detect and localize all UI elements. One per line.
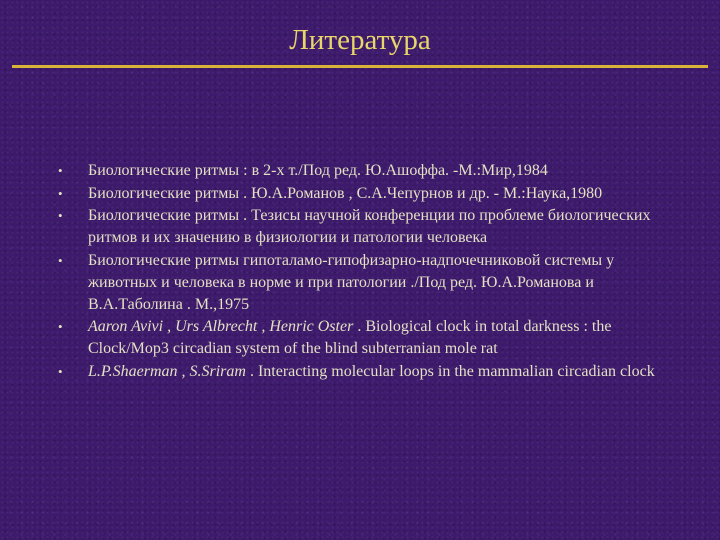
reference-item	[58, 361, 658, 383]
bullet-icon: •	[58, 319, 63, 334]
reference-text: Биологические ритмы : в 2-х т./Под ред. Ю.Ашоффа. -М.:Мир,1984	[88, 162, 548, 179]
reference-text: . Biological clock in total darkness : the Clock/Mop3 circadian system of the blind subterranian mole rat	[88, 318, 612, 357]
reference-item	[58, 183, 658, 205]
reference-list	[58, 160, 658, 383]
reference-item	[58, 250, 658, 316]
reference-text: Биологические ритмы . Тезисы научной конференции по проблеме биологических ритмов и их значению в физиологии и патологии человека	[88, 207, 651, 246]
bullet-icon: •	[58, 208, 63, 223]
reference-text: . Interacting molecular loops in the mammalian circadian clock	[245, 362, 655, 380]
reference-item	[58, 205, 658, 249]
slide-title: Литература	[289, 24, 431, 56]
reference-text: Биологические ритмы гипоталамо-гипофизарно-надпочечниковой системы у животных и человека в норме и при патологии ./Под ред. Ю.А.Романова и В.А.Таболина . М.,1975	[88, 251, 615, 313]
reference-authors: L.P.Shaerman , S.Sriram	[88, 362, 246, 380]
reference-item	[58, 316, 658, 360]
title-divider	[12, 65, 708, 68]
reference-text: Биологические ритмы . Ю.А.Романов , С.А.Чепурнов и др. - М.:Наука,1980	[88, 184, 603, 202]
bullet-icon: •	[58, 185, 63, 201]
bullet-icon: •	[58, 163, 63, 178]
bullet-icon: •	[58, 252, 63, 268]
reference-authors: Aaron Avivi , Urs Albrecht , Henric Oster	[88, 318, 354, 335]
bullet-icon: •	[58, 363, 63, 379]
reference-item	[58, 160, 658, 182]
